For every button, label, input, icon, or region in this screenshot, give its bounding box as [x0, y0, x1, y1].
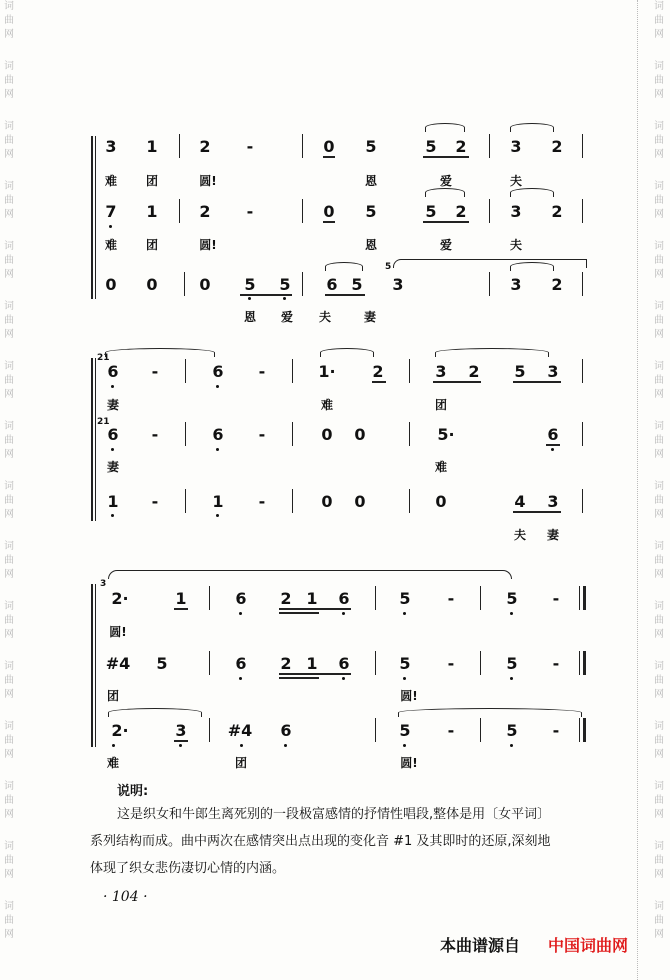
lyric: 圆!	[109, 625, 127, 639]
watermark-glyphs: 词 曲 网	[654, 481, 664, 520]
watermark-glyphs: 词 曲 网	[654, 421, 664, 460]
lyric: 圆!	[199, 174, 217, 188]
note: 3	[510, 137, 522, 156]
note: 3	[547, 362, 559, 381]
measure-marker: 21	[97, 353, 110, 363]
note: -	[552, 654, 560, 673]
note: 5	[399, 589, 411, 608]
watermark-glyphs: 词 曲 网	[4, 361, 14, 400]
watermark-glyphs: 词 曲 网	[4, 541, 14, 580]
note: 5	[244, 275, 256, 294]
lyric: 难	[104, 238, 118, 252]
note: -	[258, 425, 266, 444]
note: 2	[551, 202, 563, 221]
lyric: 爱	[439, 174, 453, 188]
measure-marker: 3	[100, 579, 107, 589]
note: -	[552, 589, 560, 608]
note: 2	[199, 137, 211, 156]
note: 2	[280, 654, 292, 673]
note: -	[151, 425, 159, 444]
watermark-glyphs: 词 曲 网	[654, 661, 664, 700]
lyric: 圆!	[199, 238, 217, 252]
note: 0	[199, 275, 211, 294]
lyric: 圆!	[400, 756, 418, 770]
note: 0	[321, 492, 333, 511]
lyric: 难	[106, 756, 120, 770]
watermark-glyphs: 词 曲 网	[4, 241, 14, 280]
system-bracket	[91, 584, 93, 747]
lyric: 妻	[106, 398, 120, 412]
note: 1	[306, 654, 318, 673]
note: -	[447, 589, 455, 608]
system-bracket	[91, 136, 93, 299]
note: 1	[175, 589, 187, 608]
note-title: 说明:	[117, 784, 149, 799]
note-paragraph-line: 这是织女和牛郎生离死别的一段极富感情的抒情性唱段,整体是用〔女平词〕	[117, 807, 551, 822]
note: -	[447, 721, 455, 740]
lyric: 团	[234, 756, 248, 770]
note: 6	[547, 425, 559, 444]
note: 0	[321, 425, 333, 444]
system-bracket-inner	[95, 358, 96, 521]
watermark-glyphs: 词 曲 网	[4, 1, 14, 40]
note: 6	[107, 425, 119, 444]
note: -	[246, 202, 254, 221]
watermark-glyphs: 词 曲 网	[4, 601, 14, 640]
watermark-glyphs: 词 曲 网	[654, 781, 664, 820]
note: 3	[547, 492, 559, 511]
note: 6	[338, 654, 350, 673]
note: 7	[105, 202, 117, 221]
note: 3	[105, 137, 117, 156]
lyric: 恩	[364, 238, 378, 252]
note: 0	[354, 492, 366, 511]
note: 6	[212, 362, 224, 381]
note: 5	[365, 137, 377, 156]
watermark-glyphs: 词 曲 网	[654, 1, 664, 40]
note: 5	[506, 721, 518, 740]
watermark-glyphs: 词 曲 网	[4, 181, 14, 220]
note: 3	[435, 362, 447, 381]
note: 2·	[111, 589, 129, 608]
system-bracket	[91, 358, 93, 521]
watermark-glyphs: 词 曲 网	[4, 421, 14, 460]
note: 2	[551, 275, 563, 294]
note: 2	[280, 589, 292, 608]
note: #4	[105, 654, 131, 673]
note: 1	[212, 492, 224, 511]
lyric: 爱	[280, 310, 294, 324]
watermark-glyphs: 词 曲 网	[654, 301, 664, 340]
measure-marker: 5	[385, 262, 392, 272]
note: -	[258, 492, 266, 511]
watermark-glyphs: 词 曲 网	[4, 61, 14, 100]
watermark-glyphs: 词 曲 网	[4, 121, 14, 160]
watermark-glyphs: 词 曲 网	[654, 901, 664, 940]
note: 6	[107, 362, 119, 381]
note: -	[151, 362, 159, 381]
watermark-glyphs: 词 曲 网	[654, 361, 664, 400]
measure-marker: 21	[97, 417, 110, 427]
note: 2	[455, 137, 467, 156]
note: 2	[372, 362, 384, 381]
lyric: 爱	[439, 238, 453, 252]
note: -	[258, 362, 266, 381]
note: 5	[399, 721, 411, 740]
note: 5	[425, 137, 437, 156]
note: -	[552, 721, 560, 740]
note: 0	[323, 202, 335, 221]
note: 6	[212, 425, 224, 444]
watermark-glyphs: 词 曲 网	[4, 841, 14, 880]
watermark-glyphs: 词 曲 网	[4, 661, 14, 700]
note: 2	[199, 202, 211, 221]
site-link[interactable]: 中国词曲网	[548, 936, 629, 955]
lyric: 夫	[509, 174, 523, 188]
note: -	[447, 654, 455, 673]
note: 2·	[111, 721, 129, 740]
watermark-glyphs: 词 曲 网	[654, 61, 664, 100]
lyric: 圆!	[400, 689, 418, 703]
note: 2	[455, 202, 467, 221]
note: 5	[399, 654, 411, 673]
system-bracket-inner	[95, 584, 96, 747]
note: #4	[227, 721, 253, 740]
note: 1	[146, 137, 158, 156]
note: 5	[351, 275, 363, 294]
note: 2	[551, 137, 563, 156]
note-paragraph-line: 系列结构而成。曲中两次在感情突出点出现的变化音 #1 及其即时的还原,深刻地	[90, 834, 551, 849]
note: 6	[235, 589, 247, 608]
lyric: 恩	[364, 174, 378, 188]
note-paragraph-line: 体现了织女悲伤凄切心情的内涵。	[90, 861, 286, 876]
note: 1	[306, 589, 318, 608]
watermark-glyphs: 词 曲 网	[654, 241, 664, 280]
note: -	[246, 137, 254, 156]
lyric: 恩	[243, 310, 257, 324]
lyric: 夫	[513, 528, 527, 542]
source-label: 本曲谱源自	[440, 936, 521, 955]
note: 5	[156, 654, 168, 673]
note: 5	[279, 275, 291, 294]
note: 6	[338, 589, 350, 608]
note: 3	[510, 202, 522, 221]
page-border	[637, 0, 638, 980]
watermark-glyphs: 词 曲 网	[4, 901, 14, 940]
note: 0	[435, 492, 447, 511]
lyric: 团	[145, 174, 159, 188]
lyric: 团	[106, 689, 120, 703]
lyric: 妻	[363, 310, 377, 324]
note: 1	[107, 492, 119, 511]
note: 3	[510, 275, 522, 294]
note: 1·	[318, 362, 336, 381]
lyric: 妻	[106, 460, 120, 474]
note: 5	[514, 362, 526, 381]
note: 5	[425, 202, 437, 221]
lyric: 难	[320, 398, 334, 412]
watermark-glyphs: 词 曲 网	[654, 601, 664, 640]
note: 1	[146, 202, 158, 221]
note: 5	[506, 589, 518, 608]
lyric: 夫	[318, 310, 332, 324]
note: 5	[365, 202, 377, 221]
lyric: 难	[434, 460, 448, 474]
page-number: · 104 ·	[103, 889, 148, 905]
watermark-glyphs: 词 曲 网	[654, 841, 664, 880]
watermark-glyphs: 词 曲 网	[654, 121, 664, 160]
note: 0	[354, 425, 366, 444]
note: 3	[392, 275, 404, 294]
note: 5	[506, 654, 518, 673]
watermark-glyphs: 词 曲 网	[4, 721, 14, 760]
watermark-glyphs: 词 曲 网	[654, 721, 664, 760]
watermark-glyphs: 词 曲 网	[4, 301, 14, 340]
lyric: 难	[104, 174, 118, 188]
note: 4	[514, 492, 526, 511]
note: 6	[280, 721, 292, 740]
note: -	[151, 492, 159, 511]
watermark-glyphs: 词 曲 网	[4, 781, 14, 820]
lyric: 团	[145, 238, 159, 252]
watermark-glyphs: 词 曲 网	[654, 541, 664, 580]
note: 6	[235, 654, 247, 673]
note: 0	[323, 137, 335, 156]
note: 6	[326, 275, 338, 294]
watermark-glyphs: 词 曲 网	[654, 181, 664, 220]
lyric: 妻	[546, 528, 560, 542]
lyric: 团	[434, 398, 448, 412]
note: 3	[175, 721, 187, 740]
lyric: 夫	[509, 238, 523, 252]
system-bracket-inner	[95, 136, 96, 299]
note: 2	[468, 362, 480, 381]
note: 0	[146, 275, 158, 294]
note: 0	[105, 275, 117, 294]
watermark-glyphs: 词 曲 网	[4, 481, 14, 520]
note: 5·	[437, 425, 455, 444]
